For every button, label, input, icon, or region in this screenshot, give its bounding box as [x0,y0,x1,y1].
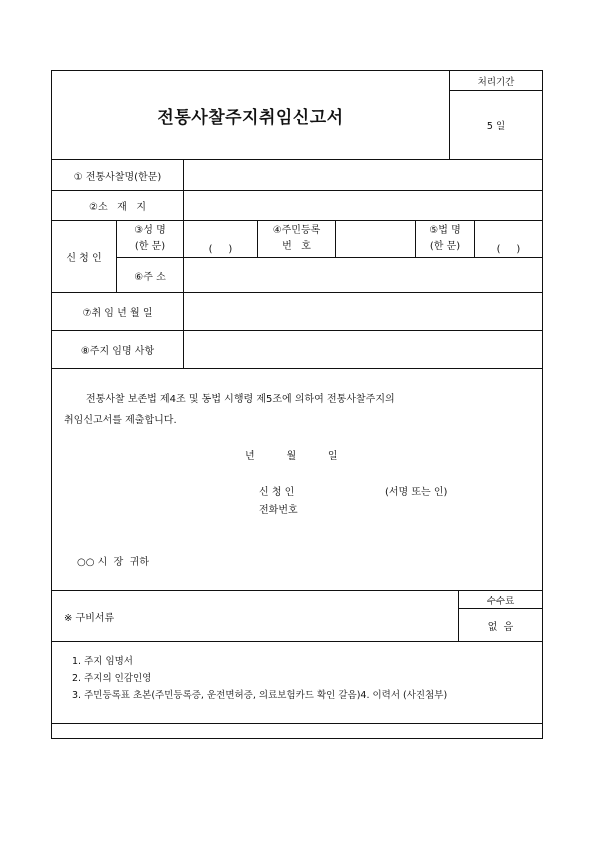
dharma-name-label-line1: ⑤법 명 [429,225,461,236]
appointment-matters-label: ⑧주지 임명 사항 [80,346,155,357]
row-divider [52,641,542,642]
name-hanja-paren[interactable]: ( ) [208,243,233,255]
signature-text: (서명 또는 인) [385,487,448,498]
dharma-name-label [416,221,474,257]
dharma-name-label-line2: (한 문) [429,241,461,252]
address-label: ⑥주 소 [134,271,166,283]
resident-no-label-line1: ④주민등록 [272,225,321,236]
date-line: 년 월 일 [245,451,338,462]
inauguration-date-label: ⑦취 임 년 월 일 [82,308,153,319]
doc-item: 1. 주지 임명서 [72,656,133,667]
form-sheet [51,70,543,739]
resident-no-label [258,221,335,257]
applicant-label: 신 청 인 [66,253,102,264]
required-docs-label: ※ 구비서류 [64,612,115,624]
processing-period-label: 처리기간 [477,76,515,88]
addressee: ○○ 시 장 귀하 [77,557,149,568]
location-field[interactable] [184,191,542,220]
resident-no-label-line2: 번 호 [282,241,311,252]
statement-line2: 취임신고서를 제출합니다. [64,415,177,426]
name-label-line2: (한 문) [134,241,166,252]
phone-label: 전화번호 [259,505,298,516]
appointment-matters-field[interactable] [184,331,542,368]
inauguration-date-field[interactable] [184,293,542,330]
row-divider [52,723,542,724]
location-label: ②소 재 지 [88,202,147,213]
form-title: 전통사찰주지취임신고서 [157,107,344,128]
row-divider [52,368,542,369]
name-label [117,221,183,257]
processing-period-value: 5 일 [486,121,506,132]
label-column-divider [183,160,184,368]
fee-value: 없 음 [487,621,514,633]
temple-name-field[interactable] [184,160,542,190]
fee-label: 수수료 [486,595,515,607]
doc-item: 2. 주지의 인감인영 [72,673,152,684]
doc-item: 3. 주민등록표 초본(주민등록증, 운전면허증, 의료보험카드 확인 갈음)4. 이력서 (사진첨부) [72,690,448,701]
name-label-line1: ③성 명 [134,225,166,236]
applicant-sign-label: 신 청 인 [259,487,295,498]
temple-name-label: ① 전통사찰명(한문) [73,171,162,183]
statement-line1: 전통사찰 보존법 제4조 및 동법 시행령 제5조에 의하여 전통사찰주지의 [86,394,395,405]
dharma-name-paren[interactable]: ( ) [496,243,521,255]
address-field[interactable] [184,258,542,292]
resident-no-field[interactable] [336,221,415,257]
